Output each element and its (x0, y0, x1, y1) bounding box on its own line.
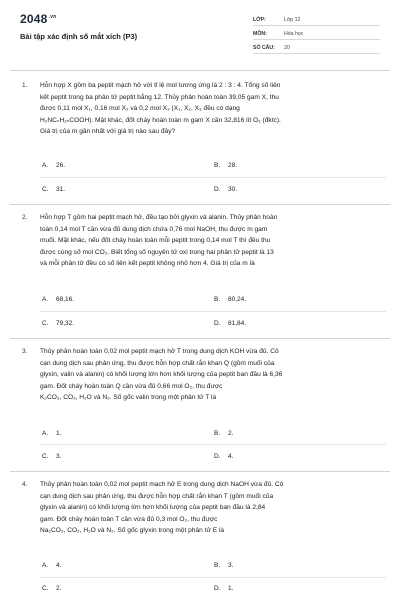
option-b[interactable] (214, 162, 237, 169)
option-b[interactable] (214, 296, 246, 303)
question-text (40, 212, 386, 270)
question-line: Thủy phân hoàn toàn 0,02 mol peptit mạch hở E trong dung dịch NaOH vừa đủ. Cô (40, 481, 284, 488)
question-divider (10, 204, 390, 205)
question-line: H₂NCₙH₂ₙCOOH). Mặt khác, đốt cháy hoàn toàn m gam X cần 32,816 lít O₂ (đktc). (40, 116, 281, 124)
question-text (40, 479, 386, 537)
option-text: 79,32. (56, 320, 75, 327)
question-number: 3. (22, 348, 28, 355)
question-line: toàn 0,14 mol T cần vừa đủ dung dịch chứa 0,76 mol NaOH, thu được m gam (40, 225, 268, 233)
option-c[interactable] (42, 585, 61, 592)
question-number: 2. (22, 214, 28, 221)
question-line: và mỗi phân tử đều có số liên kết peptit không nhỏ hơn 4. Giá trị của m là (40, 260, 255, 268)
option-text: 1. (228, 585, 234, 592)
option-letter: B. (214, 430, 221, 437)
option-letter: C. (42, 186, 49, 193)
option-a[interactable] (42, 562, 61, 569)
logo-text: 2048 (20, 12, 48, 26)
option-letter: A. (42, 296, 49, 303)
option-text: 30. (228, 186, 238, 193)
question-line: được cùng số mol CO₂. Biết tổng số nguyên tử oxi trong hai phân tử peptit là 13 (40, 248, 274, 256)
option-letter: C. (42, 320, 49, 327)
option-d[interactable] (214, 585, 233, 592)
question-divider (10, 338, 390, 339)
option-text: 80,24. (228, 296, 247, 303)
question-line: được 0,11 mol X₁, 0,16 mol X₂ và 0,2 mol X₃ (X₁, X₂, X₃ đều có dạng (40, 105, 240, 113)
option-text: 1. (56, 430, 62, 437)
question-line: Thủy phân hoàn toàn 0,02 mol peptit mạch hở T trong dung dịch KOH vừa đủ. Cô (40, 348, 279, 355)
meta-subject-value: Hóa học (284, 31, 304, 37)
question-text (40, 80, 386, 138)
meta-count-row (253, 43, 380, 54)
option-divider (40, 444, 386, 445)
option-text: 2. (228, 430, 234, 437)
meta-subject-label: MÔN: (253, 31, 267, 37)
question-line: Giá trị của m gần nhất với giá trị nào sau đây? (40, 128, 176, 136)
question-line: K₂CO₃, CO₂, H₂O và N₂. Số gốc valin trong một phân tử T là (40, 394, 217, 402)
option-text: 3. (228, 562, 234, 569)
option-text: 81,84. (228, 320, 247, 327)
option-letter: C. (42, 453, 49, 460)
meta-class-row (253, 15, 380, 26)
option-c[interactable] (42, 453, 61, 460)
option-c[interactable] (42, 320, 74, 327)
meta-count-value: 20 (284, 45, 290, 51)
option-letter: D. (214, 453, 221, 460)
option-letter: D. (214, 585, 221, 592)
option-a[interactable] (42, 430, 61, 437)
option-text: 2. (56, 585, 62, 592)
option-text: 68,16. (56, 296, 75, 303)
page-header (0, 0, 400, 62)
option-text: 4. (228, 453, 234, 460)
option-divider (40, 311, 386, 312)
option-text: 31. (56, 186, 66, 193)
question-line: cạn dung dịch sau phản ứng, thu được hỗn hợp chất rắn khan Q (gồm muối của (40, 359, 275, 367)
header-divider (10, 70, 390, 71)
question-number: 4. (22, 481, 28, 488)
question-line: gam. Đốt cháy hoàn toàn T cần vừa đủ 0,3 mol O₂, thu được (40, 515, 218, 523)
meta-class-label: LỚP: (253, 17, 266, 23)
question-line: gam. Đốt cháy hoàn toàn Q cần vừa đủ 0,66 mol O₂, thu được (40, 382, 223, 390)
question-line: Hỗn hợp X gồm ba peptit mạch hở với tỉ lệ mol tương ứng là 2 : 3 : 4. Tổng số liên (40, 82, 281, 89)
question-divider (10, 471, 390, 472)
option-b[interactable] (214, 430, 233, 437)
option-letter: D. (214, 320, 221, 327)
option-text: 28. (228, 162, 238, 169)
option-letter: B. (214, 162, 221, 169)
question-number: 1. (22, 82, 28, 89)
option-d[interactable] (214, 186, 237, 193)
option-text: 26. (56, 162, 66, 169)
meta-subject-row (253, 29, 380, 40)
option-letter: B. (214, 296, 221, 303)
question-line: Na₂CO₃, CO₂, H₂O và N₂. Số gốc glyxin trong một phân tử E là (40, 527, 225, 535)
question-line: kết peptit trong ba phân tử peptit bằng 12. Thủy phân hoàn toàn 39,05 gam X, thu (40, 93, 279, 101)
option-a[interactable] (42, 162, 65, 169)
question-line: cạn dung dịch sau phản ứng, thu được hỗn hợp chất rắn khan T (gồm muối của (40, 492, 274, 500)
question-line: glyxin, valin và alanin) có khối lượng lớn hơn khối lượng của peptit ban đầu là 6,36 (40, 371, 283, 379)
site-logo[interactable] (20, 12, 56, 26)
question-line: glyxin và alanin) có khối lượng lớn hơn khối lượng của peptit ban đầu là 2,84 (40, 504, 266, 512)
meta-class-value: Lớp 12 (284, 17, 301, 23)
option-letter: A. (42, 162, 49, 169)
question-line: Hỗn hợp T gồm hai peptit mạch hở, đều tạo bởi glyxin và alanin. Thủy phân hoàn (40, 214, 278, 221)
option-d[interactable] (214, 320, 246, 327)
question-text (40, 346, 386, 404)
option-d[interactable] (214, 453, 233, 460)
logo-suffix: .vn (48, 14, 57, 20)
meta-count-label: SỐ CÂU: (253, 45, 275, 51)
option-text: 4. (56, 562, 62, 569)
question-line: muối. Mặt khác, nếu đốt cháy hoàn toàn mỗi peptit trong 0,14 mol T thì đều thu (40, 237, 271, 245)
option-divider (40, 577, 386, 578)
option-a[interactable] (42, 296, 74, 303)
page-title: Bài tập xác định số mắt xích (P3) (20, 32, 138, 41)
option-letter: B. (214, 562, 221, 569)
option-text: 3. (56, 453, 62, 460)
option-c[interactable] (42, 186, 65, 193)
option-b[interactable] (214, 562, 233, 569)
option-letter: A. (42, 562, 49, 569)
option-letter: A. (42, 430, 49, 437)
option-divider (40, 177, 386, 178)
option-letter: D. (214, 186, 221, 193)
option-letter: C. (42, 585, 49, 592)
